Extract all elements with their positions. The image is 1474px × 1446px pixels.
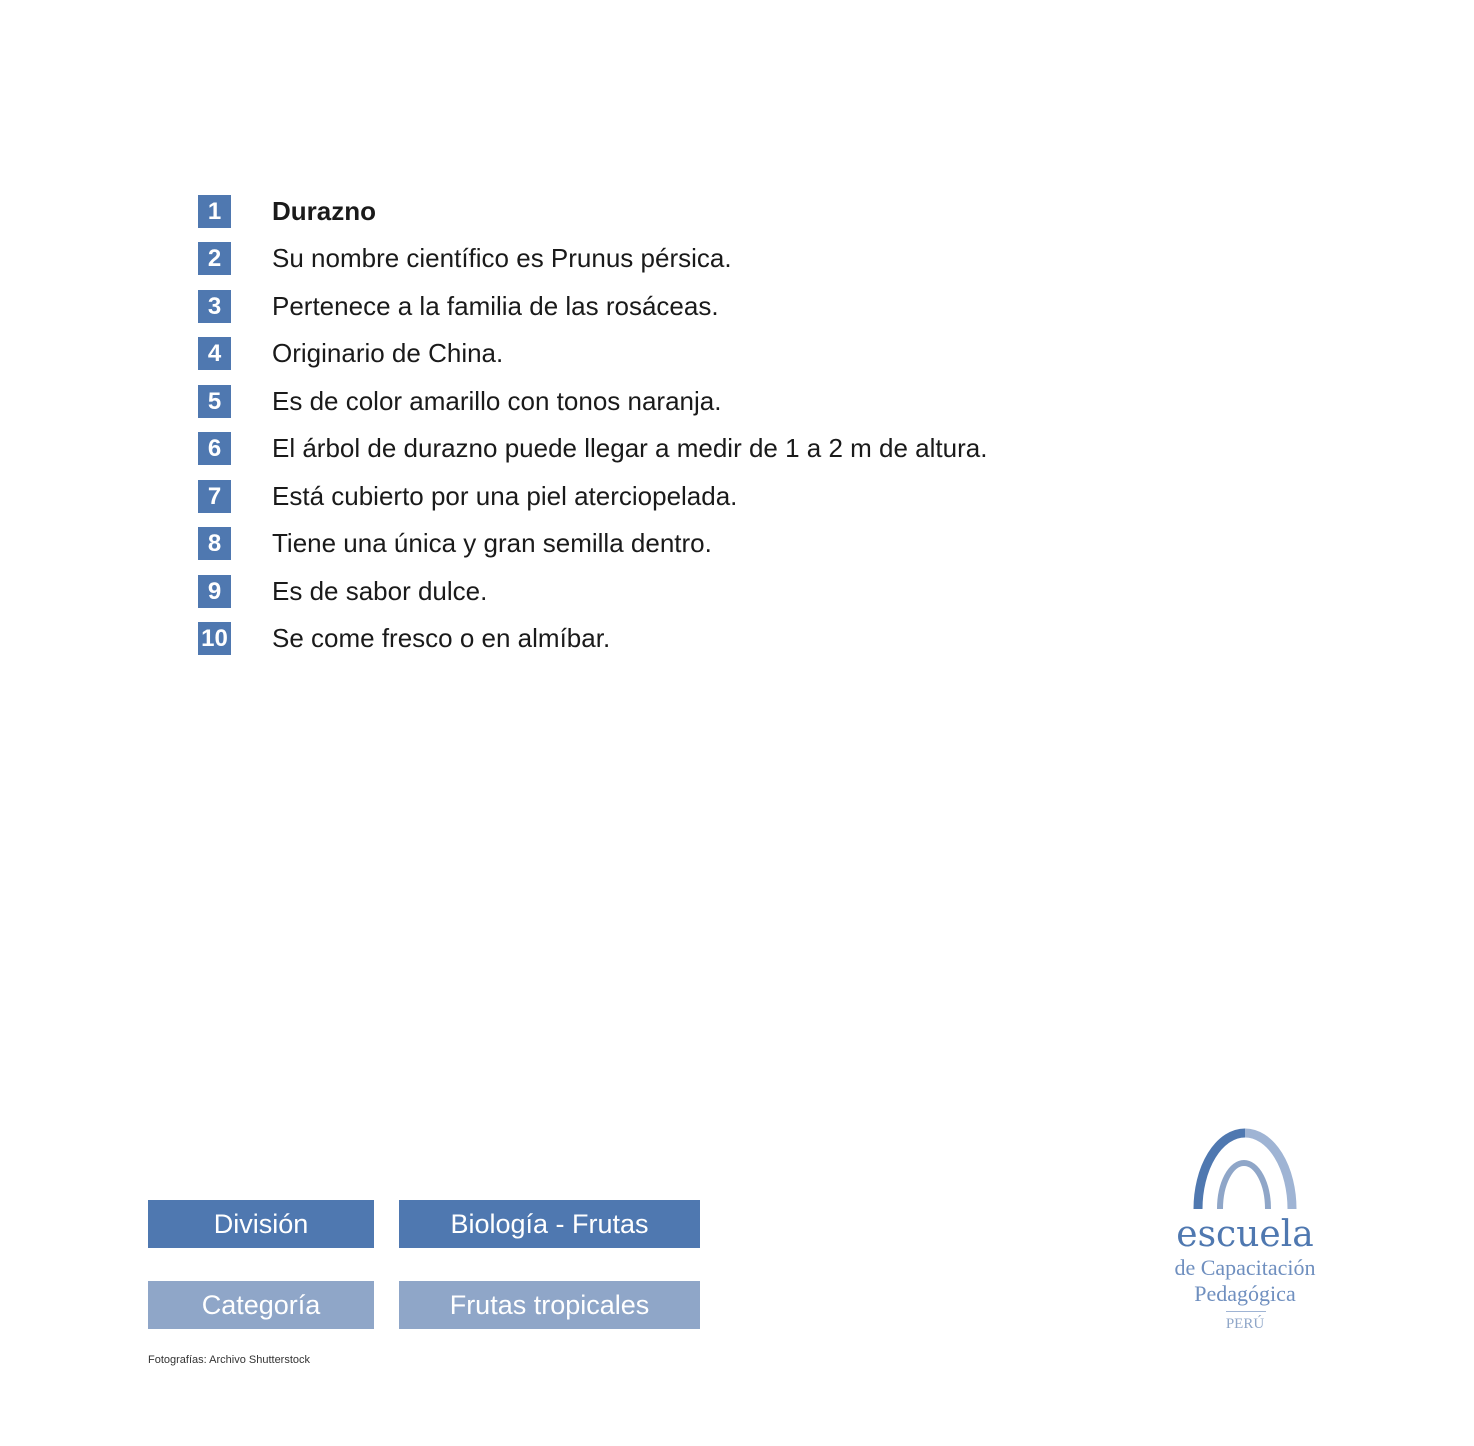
fact-title: Durazno [272, 196, 376, 226]
category-label: Categoría [148, 1281, 374, 1329]
division-label: División [148, 1200, 374, 1248]
fact-text: Su nombre científico es Prunus pérsica. [272, 243, 732, 273]
logo-word-pedagogica: Pedagógica [1194, 1281, 1296, 1306]
fact-text: Pertenece a la familia de las rosáceas. [272, 291, 719, 321]
fact-number-badge: 4 [198, 337, 231, 370]
arch-icon [1150, 1125, 1340, 1215]
fact-number-badge: 5 [198, 385, 231, 418]
division-value: Biología - Frutas [399, 1200, 700, 1248]
fact-text: Es de color amarillo con tonos naranja. [272, 386, 722, 416]
logo-word-capacitacion: de Capacitación [1174, 1255, 1316, 1280]
school-logo [1150, 1125, 1340, 1340]
fact-text: Está cubierto por una piel aterciopelada. [272, 481, 738, 511]
fact-text: El árbol de durazno puede llegar a medir de 1 a 2 m de altura. [272, 433, 988, 463]
fact-number-badge: 8 [198, 527, 231, 560]
logo-divider [1226, 1311, 1266, 1312]
fact-text: Tiene una única y gran semilla dentro. [272, 528, 712, 558]
logo-word-peru: PERÚ [1225, 1316, 1265, 1332]
photo-credit: Fotografías: Archivo Shutterstock [148, 1354, 311, 1366]
category-value: Frutas tropicales [399, 1281, 700, 1329]
fact-text: Se come fresco o en almíbar. [272, 623, 611, 653]
fact-text: Originario de China. [272, 338, 504, 368]
fact-text: Es de sabor dulce. [272, 576, 488, 606]
logo-word-escuela: escuela [1176, 1214, 1314, 1255]
fact-number-badge: 7 [198, 480, 231, 513]
fact-number-badge: 3 [198, 290, 231, 323]
fact-number-badge: 1 [198, 195, 231, 228]
fact-number-badge: 2 [198, 242, 231, 275]
fact-number-badge: 10 [198, 622, 231, 655]
fact-number-badge: 9 [198, 575, 231, 608]
fact-number-badge: 6 [198, 432, 231, 465]
